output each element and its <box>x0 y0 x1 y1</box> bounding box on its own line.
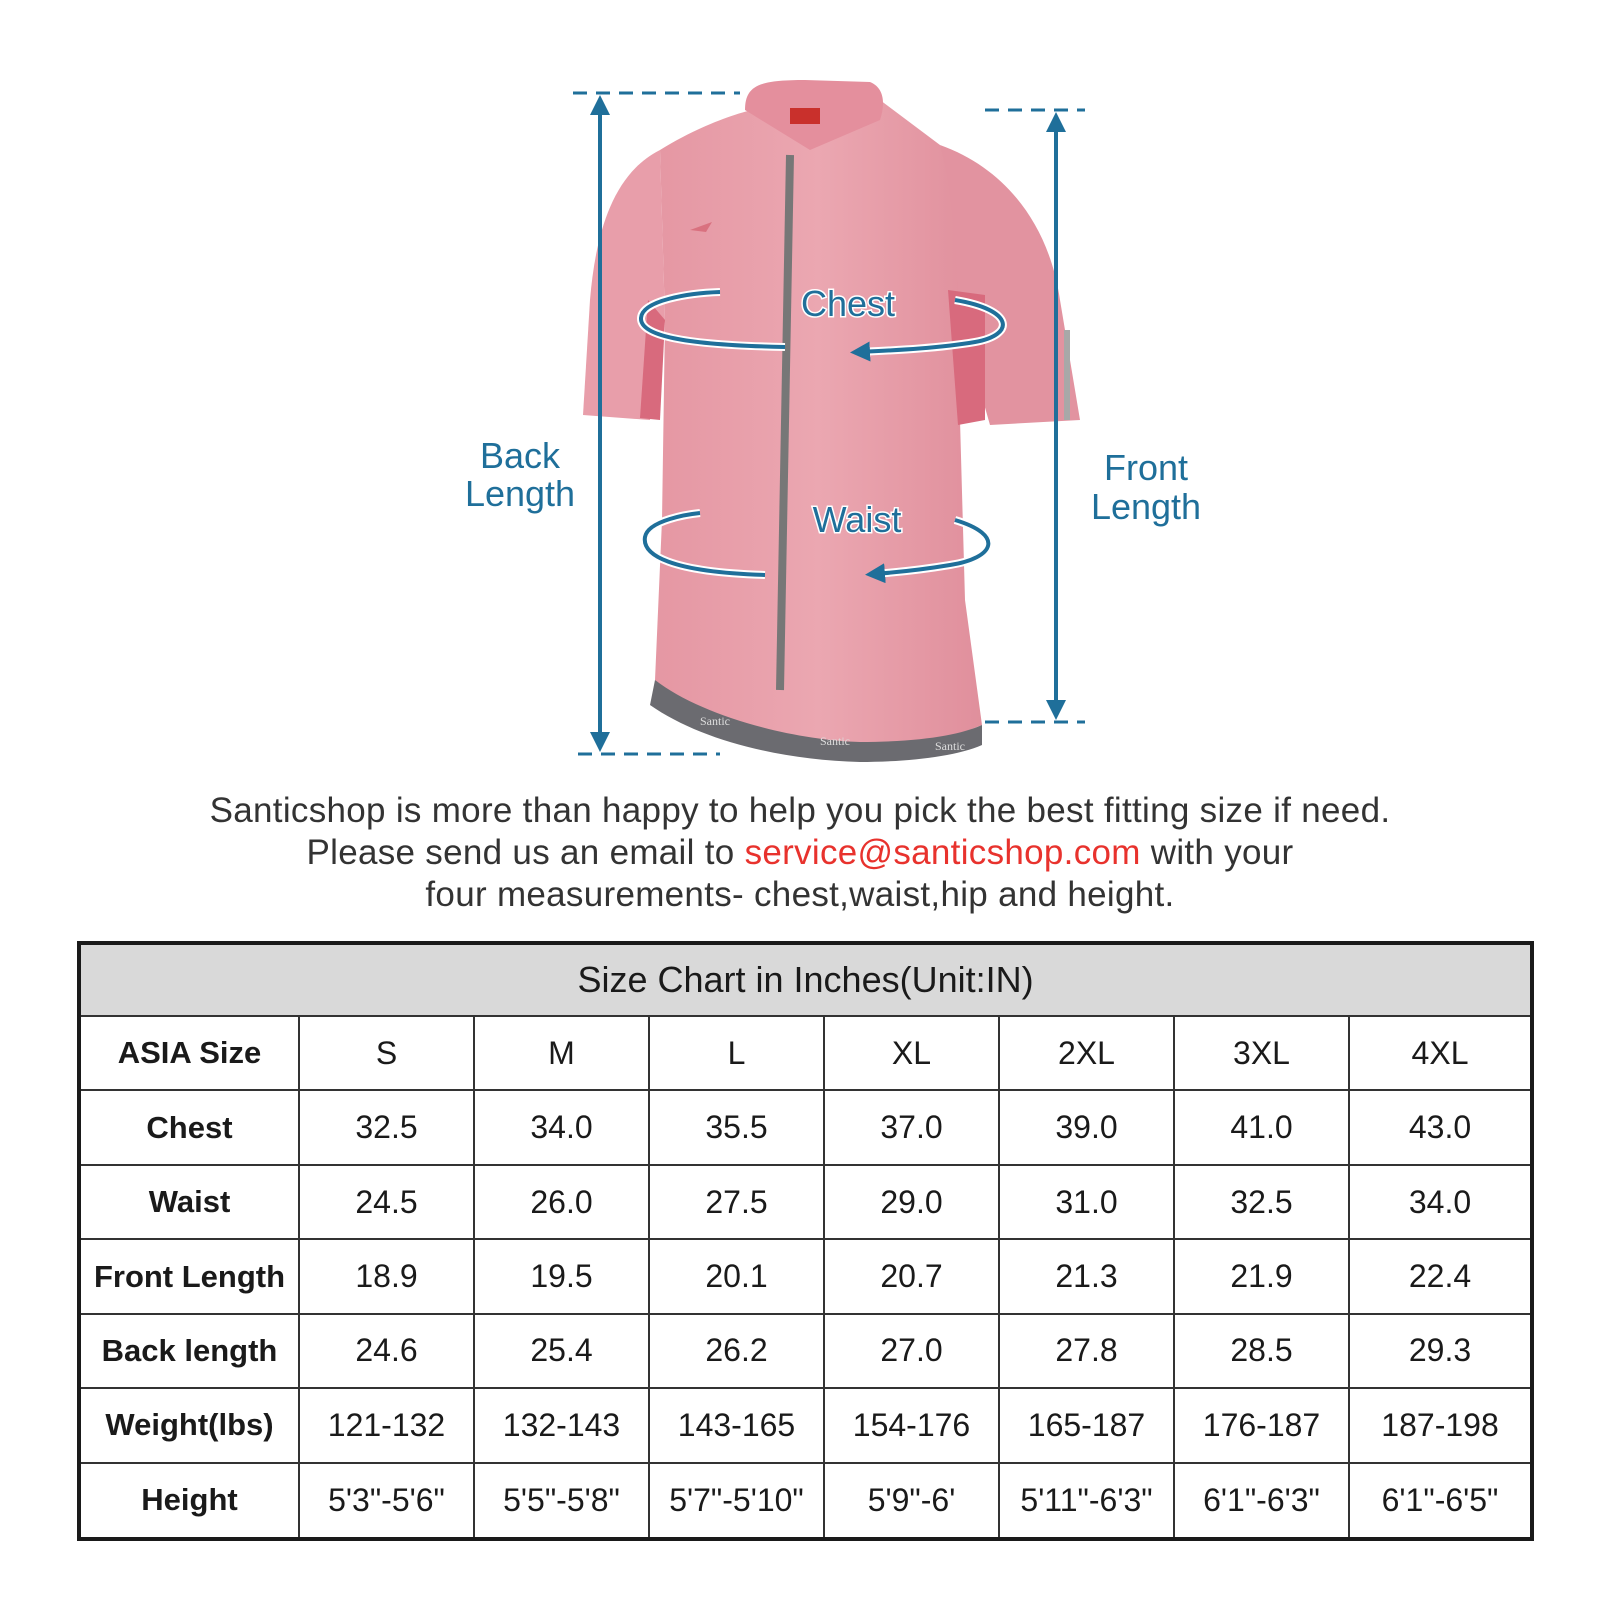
front-length-label-line2: Length <box>1090 486 1202 527</box>
table-cell: 5'9"-6' <box>824 1463 999 1539</box>
row-label: Weight(lbs) <box>79 1388 299 1462</box>
table-cell: 39.0 <box>999 1090 1174 1164</box>
table-cell: 20.7 <box>824 1239 999 1313</box>
table-cell: 20.1 <box>649 1239 824 1313</box>
table-cell: 5'3"-5'6" <box>299 1463 474 1539</box>
table-cell: 121-132 <box>299 1388 474 1462</box>
table-cell: 5'5"-5'8" <box>474 1463 649 1539</box>
table-row <box>79 1388 1532 1462</box>
size-header-cell: 4XL <box>1349 1016 1532 1090</box>
table-row <box>79 1239 1532 1313</box>
table-cell: 24.5 <box>299 1165 474 1239</box>
table-cell: 43.0 <box>1349 1090 1532 1164</box>
table-cell: 143-165 <box>649 1388 824 1462</box>
table-cell: 19.5 <box>474 1239 649 1313</box>
help-text <box>0 790 1600 916</box>
hem-brand-text: Santic <box>820 734 850 748</box>
row-label: Chest <box>79 1090 299 1164</box>
table-cell: 187-198 <box>1349 1388 1532 1462</box>
table-cell: 18.9 <box>299 1239 474 1313</box>
row-label: Height <box>79 1463 299 1539</box>
table-row <box>79 1463 1532 1539</box>
table-cell: 5'7"-5'10" <box>649 1463 824 1539</box>
size-header-cell: XL <box>824 1016 999 1090</box>
table-cell: 35.5 <box>649 1090 824 1164</box>
help-text-line2 <box>0 832 1600 874</box>
waist-label: Waist <box>812 499 902 540</box>
row-label: Front Length <box>79 1239 299 1313</box>
table-cell: 37.0 <box>824 1090 999 1164</box>
table-row <box>79 1314 1532 1388</box>
table-cell: 29.3 <box>1349 1314 1532 1388</box>
front-length-label-line1: Front <box>1103 447 1189 488</box>
table-cell: 132-143 <box>474 1388 649 1462</box>
back-length-label-line2: Length <box>464 473 576 514</box>
table-cell: 34.0 <box>474 1090 649 1164</box>
help-text-line2-suffix: with your <box>1140 833 1294 872</box>
size-header-cell: L <box>649 1016 824 1090</box>
collar-tag <box>790 108 820 124</box>
table-cell: 27.8 <box>999 1314 1174 1388</box>
size-header-cell: M <box>474 1016 649 1090</box>
hem-brand-text: Santic <box>700 714 730 728</box>
help-text-line1: Santicshop is more than happy to help you pick the best fitting size if need. <box>209 791 1391 830</box>
table-cell: 5'11"-6'3" <box>999 1463 1174 1539</box>
jersey-shape <box>583 80 1080 762</box>
table-body <box>79 1016 1532 1539</box>
table-cell: 176-187 <box>1174 1388 1349 1462</box>
table-row <box>79 1165 1532 1239</box>
size-chart-table <box>77 941 1534 1541</box>
jersey-illustration <box>0 0 1600 780</box>
table-cell: 24.6 <box>299 1314 474 1388</box>
table-cell: 34.0 <box>1349 1165 1532 1239</box>
help-text-line2-prefix: Please send us an email to <box>306 833 745 872</box>
size-header-row <box>79 1016 1532 1090</box>
size-header-cell: S <box>299 1016 474 1090</box>
size-header-label: ASIA Size <box>79 1016 299 1090</box>
table-cell: 41.0 <box>1174 1090 1349 1164</box>
back-length-label-line1: Back <box>479 435 561 476</box>
table-cell: 165-187 <box>999 1388 1174 1462</box>
hem-brand-text: Santic <box>935 739 965 753</box>
table-cell: 31.0 <box>999 1165 1174 1239</box>
table-cell: 27.0 <box>824 1314 999 1388</box>
size-header-cell: 3XL <box>1174 1016 1349 1090</box>
table-cell: 22.4 <box>1349 1239 1532 1313</box>
service-email-link[interactable]: service@santicshop.com <box>744 833 1141 872</box>
table-title-row <box>79 943 1532 1016</box>
table-cell: 6'1"-6'5" <box>1349 1463 1532 1539</box>
row-label: Back length <box>79 1314 299 1388</box>
table-cell: 21.3 <box>999 1239 1174 1313</box>
table-cell: 27.5 <box>649 1165 824 1239</box>
table-cell: 29.0 <box>824 1165 999 1239</box>
row-label: Waist <box>79 1165 299 1239</box>
table-cell: 28.5 <box>1174 1314 1349 1388</box>
chest-label: Chest <box>800 283 896 324</box>
table-cell: 154-176 <box>824 1388 999 1462</box>
table-cell: 6'1"-6'3" <box>1174 1463 1349 1539</box>
table-cell: 26.2 <box>649 1314 824 1388</box>
table-cell: 25.4 <box>474 1314 649 1388</box>
table-cell: 26.0 <box>474 1165 649 1239</box>
help-text-line3: four measurements- chest,waist,hip and height. <box>425 875 1175 914</box>
table-cell: 32.5 <box>1174 1165 1349 1239</box>
size-header-cell: 2XL <box>999 1016 1174 1090</box>
table-cell: 32.5 <box>299 1090 474 1164</box>
table-title: Size Chart in Inches(Unit:IN) <box>79 943 1532 1016</box>
table-cell: 21.9 <box>1174 1239 1349 1313</box>
table-row <box>79 1090 1532 1164</box>
